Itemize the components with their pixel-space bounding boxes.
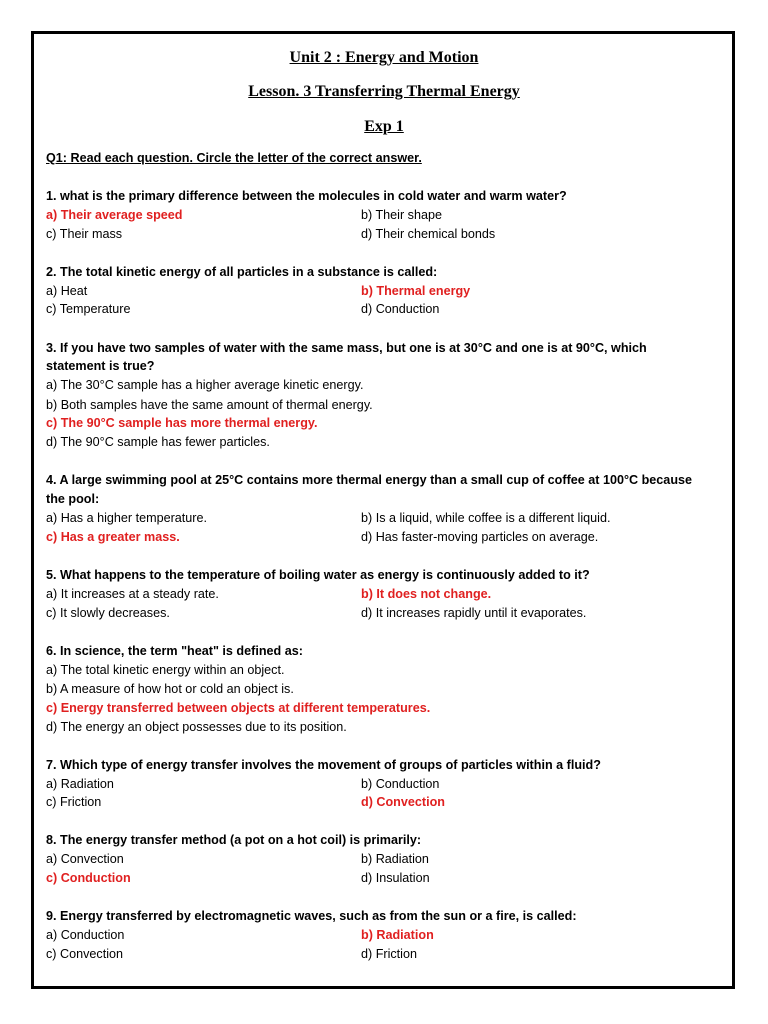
- q8-option-a: a) Convection: [46, 852, 124, 866]
- q8-option-d: d) Insulation: [361, 871, 430, 885]
- q6-option-d: d) The energy an object possesses due to its position.: [46, 720, 347, 734]
- q6-option-b: b) A measure of how hot or cold an object is.: [46, 682, 294, 696]
- instruction: Q1: Read each question. Circle the letter of the correct answer.: [46, 151, 422, 165]
- lesson-title: Lesson. 3 Transferring Thermal Energy: [248, 83, 520, 100]
- question-7: 7. Which type of energy transfer involves the movement of groups of particles within a fluid?: [46, 758, 601, 772]
- q3-option-c: c) The 90°C sample has more thermal energy.: [46, 416, 318, 430]
- q2-option-a: a) Heat: [46, 284, 88, 298]
- q7-option-a: a) Radiation: [46, 777, 114, 791]
- question-1: 1. what is the primary difference between the molecules in cold water and warm water?: [46, 189, 567, 203]
- q5-option-b: b) It does not change.: [361, 587, 492, 601]
- unit-title: Unit 2 : Energy and Motion: [289, 49, 479, 66]
- q4-option-d: d) Has faster-moving particles on average.: [361, 530, 599, 544]
- question-4-cont: the pool:: [46, 492, 100, 506]
- question-3-cont: statement is true?: [46, 359, 155, 373]
- q8-option-b: b) Radiation: [361, 852, 429, 866]
- q4-option-a: a) Has a higher temperature.: [46, 511, 208, 525]
- q7-option-c: c) Friction: [46, 795, 102, 809]
- q4-option-b: b) Is a liquid, while coffee is a different liquid.: [361, 511, 611, 525]
- q5-option-d: d) It increases rapidly until it evaporates.: [361, 606, 587, 620]
- q5-option-c: c) It slowly decreases.: [46, 606, 170, 620]
- q6-option-a: a) The total kinetic energy within an object.: [46, 663, 285, 677]
- q8-option-c: c) Conduction: [46, 871, 131, 885]
- q3-option-b: b) Both samples have the same amount of thermal energy.: [46, 398, 373, 412]
- q2-option-b: b) Thermal energy: [361, 284, 471, 298]
- q7-option-d: d) Convection: [361, 795, 445, 809]
- question-6: 6. In science, the term "heat" is defined as:: [46, 644, 303, 658]
- exercise-title: Exp 1: [364, 118, 404, 135]
- q9-option-d: d) Friction: [361, 947, 417, 961]
- q1-option-d: d) Their chemical bonds: [361, 227, 496, 241]
- question-3: 3. If you have two samples of water with the same mass, but one is at 30°C and one is at 90°C, which: [46, 341, 647, 355]
- q2-option-d: d) Conduction: [361, 302, 440, 316]
- q3-option-d: d) The 90°C sample has fewer particles.: [46, 435, 270, 449]
- q2-option-c: c) Temperature: [46, 302, 131, 316]
- question-2: 2. The total kinetic energy of all particles in a substance is called:: [46, 265, 438, 279]
- q1-option-a: a) Their average speed: [46, 208, 183, 222]
- q7-option-b: b) Conduction: [361, 777, 440, 791]
- q1-option-b: b) Their shape: [361, 208, 442, 222]
- question-5: 5. What happens to the temperature of boiling water as energy is continuously added to it?: [46, 568, 590, 582]
- q9-option-a: a) Conduction: [46, 928, 125, 942]
- question-8: 8. The energy transfer method (a pot on a hot coil) is primarily:: [46, 833, 422, 847]
- q9-option-c: c) Convection: [46, 947, 123, 961]
- question-4: 4. A large swimming pool at 25°C contains more thermal energy than a small cup of coffee at 100°C because: [46, 473, 693, 487]
- q3-option-a: a) The 30°C sample has a higher average kinetic energy.: [46, 378, 364, 392]
- q5-option-a: a) It increases at a steady rate.: [46, 587, 219, 601]
- q6-option-c: c) Energy transferred between objects at different temperatures.: [46, 701, 431, 715]
- q1-option-c: c) Their mass: [46, 227, 123, 241]
- question-9: 9. Energy transferred by electromagnetic waves, such as from the sun or a fire, is called:: [46, 909, 577, 923]
- q9-option-b: b) Radiation: [361, 928, 434, 942]
- q4-option-c: c) Has a greater mass.: [46, 530, 180, 544]
